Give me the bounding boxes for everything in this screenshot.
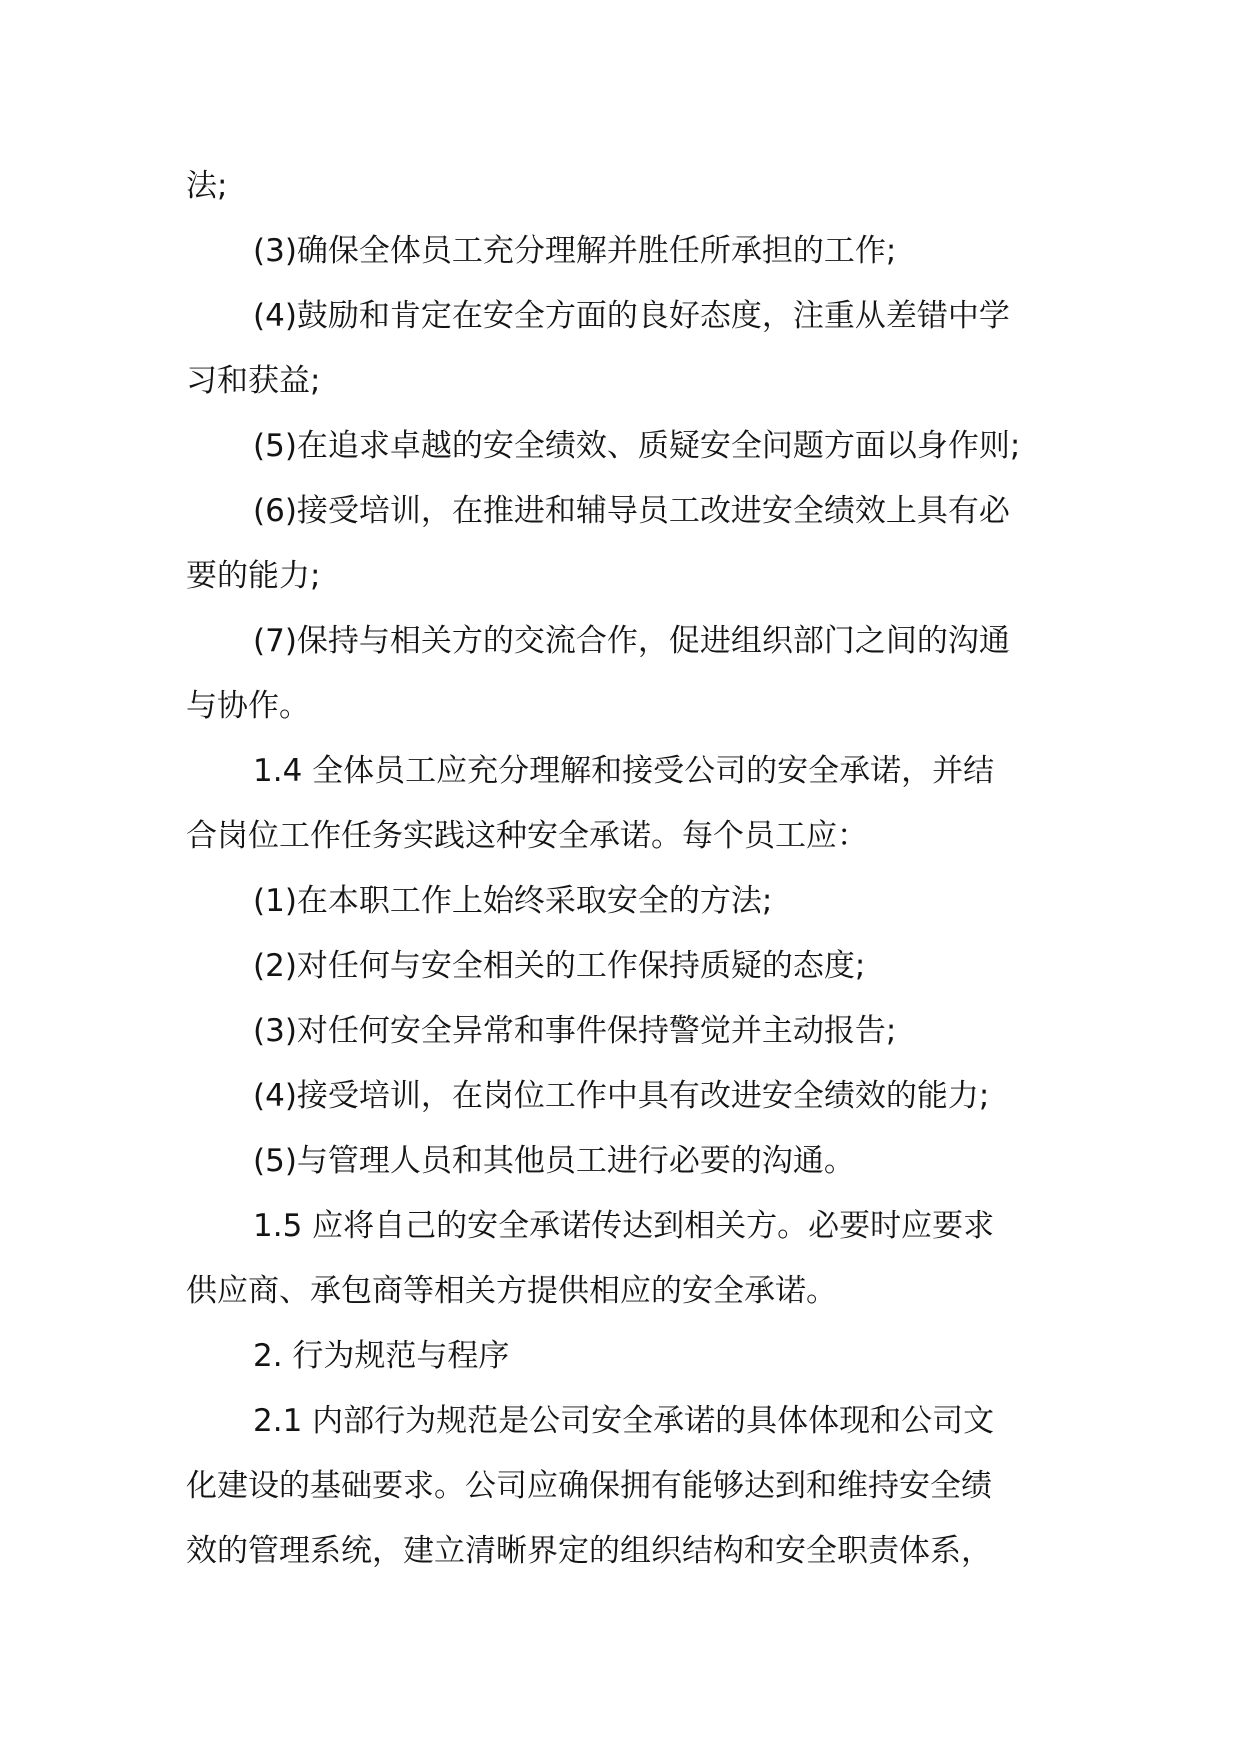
text-line: 习和获益; [186, 363, 321, 399]
text-line: (7)保持与相关方的交流合作，促进组织部门之间的沟通 [253, 623, 1010, 659]
text-line: 化建设的基础要求。公司应确保拥有能够达到和维持安全绩 [186, 1468, 992, 1504]
text-line: 效的管理系统，建立清晰界定的组织结构和安全职责体系， [186, 1533, 992, 1569]
text-line: (3)确保全体员工充分理解并胜任所承担的工作; [253, 233, 897, 269]
text-line: 合岗位工作任务实践这种安全承诺。每个员工应： [186, 818, 868, 854]
section-heading-2: 2. 行为规范与程序 [253, 1338, 510, 1374]
text-line: 法; [186, 168, 228, 204]
text-line: (4)接受培训，在岗位工作中具有改进安全绩效的能力; [253, 1078, 990, 1114]
text-line: 供应商、承包商等相关方提供相应的安全承诺。 [186, 1273, 837, 1309]
text-line: (1)在本职工作上始终采取安全的方法; [253, 883, 773, 919]
text-line: 要的能力; [186, 558, 321, 594]
text-line: (6)接受培训，在推进和辅导员工改进安全绩效上具有必 [253, 493, 1010, 529]
text-line: (2)对任何与安全相关的工作保持质疑的态度; [253, 948, 866, 984]
document-body [186, 158, 1056, 1588]
text-line: 与协作。 [186, 688, 310, 724]
section-heading-1-5: 1.5 应将自己的安全承诺传达到相关方。必要时应要求 [253, 1208, 995, 1244]
text-line: (5)在追求卓越的安全绩效、质疑安全问题方面以身作则; [253, 428, 1021, 464]
text-line: (5)与管理人员和其他员工进行必要的沟通。 [253, 1143, 855, 1179]
text-line: (4)鼓励和肯定在安全方面的良好态度，注重从差错中学 [253, 298, 1010, 334]
text-line: (3)对任何安全异常和事件保持警觉并主动报告; [253, 1013, 897, 1049]
section-heading-1-4: 1.4 全体员工应充分理解和接受公司的安全承诺，并结 [253, 753, 995, 789]
section-heading-2-1: 2.1 内部行为规范是公司安全承诺的具体体现和公司文 [253, 1403, 995, 1439]
